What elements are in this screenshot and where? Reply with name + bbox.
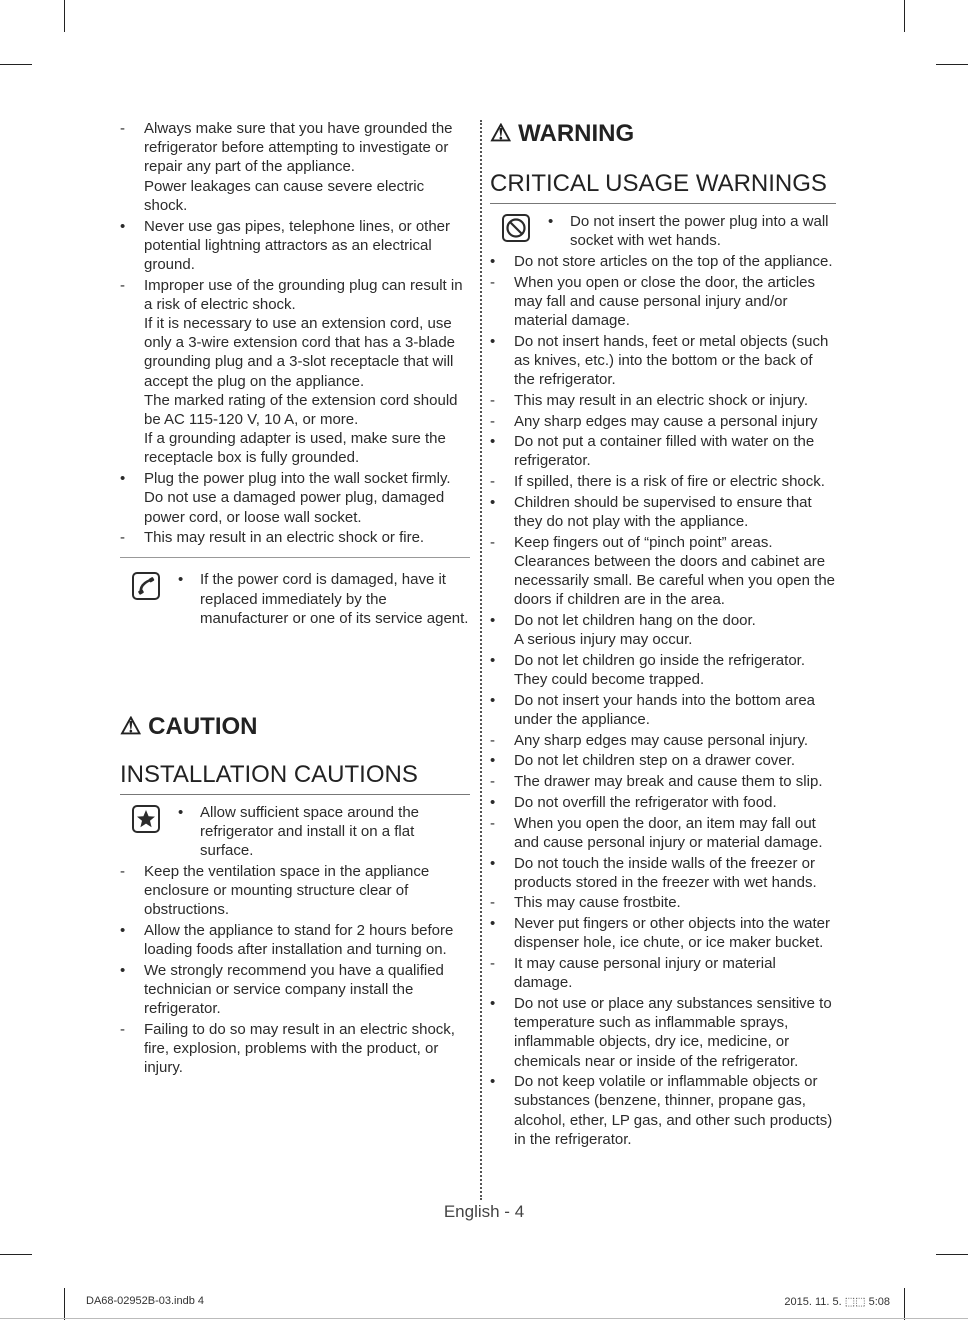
list-item-text: Do not store articles on the top of the appliance. xyxy=(514,252,833,270)
list-item-text: Do not keep volatile or inflammable objects or substances (benzene, thinner, propane gas, alcohol, ether, LP gas, and other such products) in the refrigerator. xyxy=(514,1073,833,1148)
list-item xyxy=(490,533,836,610)
dash-marker: - xyxy=(490,894,495,912)
list-item-text: Always make sure that you have grounded the refrigerator before attempting to investigate or repair any part of the appliance. Power leakages can cause severe electric shock. xyxy=(144,120,453,214)
list-item xyxy=(490,954,836,992)
dash-marker: - xyxy=(490,533,495,551)
dash-marker: - xyxy=(120,529,125,547)
print-timestamp: 2015. 11. 5. ⬚⬚ 5:08 xyxy=(784,1296,890,1308)
bullet-marker: • xyxy=(490,691,496,709)
bullet-marker: • xyxy=(490,493,496,511)
list-item xyxy=(120,862,470,920)
column-divider xyxy=(480,120,482,1200)
bullet-marker: • xyxy=(120,961,126,979)
list-item xyxy=(490,772,836,791)
page-number: English - 4 xyxy=(443,1202,525,1221)
dash-marker: - xyxy=(120,120,125,137)
list-item-text: Do not put a container filled with water on the refrigerator. xyxy=(514,433,815,470)
crop-mark xyxy=(936,1254,968,1255)
list-item-text: Keep the ventilation space in the appliance enclosure or mounting structure clear of obstructions. xyxy=(144,862,430,919)
list-item-text: Plug the power plug into the wall socket firmly. Do not use a damaged power plug, damaged power cord, or loose wall socket. xyxy=(144,470,451,526)
section-rule xyxy=(490,203,836,204)
installation-section-title: INSTALLATION CAUTIONS xyxy=(120,760,418,788)
list-item xyxy=(490,854,836,892)
list-item-text: Do not touch the inside walls of the freezer or products stored in the freezer with wet hands. xyxy=(514,854,817,891)
list-item xyxy=(490,994,836,1071)
bullet-marker: • xyxy=(490,332,496,350)
list-item-text: Do not insert hands, feet or metal objects (such as knives, etc.) into the bottom or the back of the refrigerator. xyxy=(514,332,829,389)
list-item xyxy=(490,493,836,531)
list-item xyxy=(490,412,836,431)
bullet-marker: • xyxy=(178,571,184,589)
warning-heading: ⚠ WARNING xyxy=(490,120,635,147)
critical-section-title: CRITICAL USAGE WARNINGS xyxy=(490,170,827,197)
list-item xyxy=(490,472,836,491)
usage-warning-list xyxy=(490,252,836,1149)
power-plug-note xyxy=(490,212,836,250)
call-service-icon xyxy=(132,572,160,600)
list-item-text: It may cause personal injury or material damage. xyxy=(514,955,776,992)
bullet-marker: • xyxy=(490,752,496,770)
list-item xyxy=(120,469,470,527)
dash-marker: - xyxy=(120,276,125,294)
crop-mark xyxy=(64,1288,65,1320)
grounding-list xyxy=(120,119,470,547)
bullet-marker: • xyxy=(120,217,126,235)
list-item-text: Never put fingers or other objects into the water dispenser hole, ice chute, or ice maker bucket. xyxy=(514,915,830,952)
crop-mark xyxy=(904,0,905,32)
bullet-marker: • xyxy=(490,1073,496,1091)
list-item-text: Any sharp edges may cause personal injury. xyxy=(514,731,809,749)
list-item xyxy=(490,691,836,729)
list-item xyxy=(490,893,836,912)
prohibited-icon xyxy=(502,214,530,242)
list-item-text: This may result in an electric shock or fire. xyxy=(144,529,425,547)
dash-marker: - xyxy=(490,814,495,832)
print-file-name: DA68-02952B-03.indb 4 xyxy=(86,1295,205,1307)
list-item xyxy=(120,217,470,275)
crop-mark xyxy=(0,64,32,65)
list-item-text: The drawer may break and cause them to slip. xyxy=(514,773,823,791)
dash-marker: - xyxy=(490,391,495,409)
list-item-text: Keep fingers out of “pinch point” areas. Clearances between the doors and cabinet are necessarily small. Be careful when you open the doors if children are in the area. xyxy=(514,533,836,609)
section-rule xyxy=(120,794,470,795)
dash-marker: - xyxy=(490,955,495,973)
list-item xyxy=(490,814,836,852)
list-item-text: Do not overfill the refrigerator with food. xyxy=(514,793,777,811)
cord-note xyxy=(120,570,470,628)
list-item-text: This may result in an electric shock or injury. xyxy=(514,391,808,409)
section-rule xyxy=(120,557,470,558)
list-item xyxy=(120,1020,470,1078)
crop-mark xyxy=(936,64,968,65)
bullet-marker: • xyxy=(120,921,126,939)
list-item-text: Do not insert your hands into the bottom area under the appliance. xyxy=(514,691,816,729)
list-item-text: Children should be supervised to ensure that they do not play with the appliance. xyxy=(514,493,812,531)
list-item xyxy=(120,119,470,215)
list-item-text: We strongly recommend you have a qualified technician or service company install the refrigerator. xyxy=(144,961,444,1018)
list-item xyxy=(490,391,836,410)
caution-heading: ⚠ CAUTION xyxy=(120,712,258,740)
list-item xyxy=(490,273,836,331)
power-plug-note-text: Do not insert the power plug into a wall socket with wet hands. xyxy=(570,213,829,250)
list-item-text: Do not let children step on a drawer cover. xyxy=(514,752,795,770)
right-column xyxy=(490,119,836,1151)
bullet-marker: • xyxy=(490,433,496,451)
list-item xyxy=(490,751,836,770)
dash-marker: - xyxy=(490,412,495,430)
list-item-text: Do not use or place any substances sensitive to temperature such as inflammable sprays, inflammable objects, dry ice, medicine, or chemicals near or inside of the refrigerator. xyxy=(514,994,832,1070)
list-item xyxy=(490,432,836,470)
bullet-marker: • xyxy=(490,915,496,933)
cord-note-text: If the power cord is damaged, have it replaced immediately by the manufacturer or one of its service agent. xyxy=(200,571,469,627)
dash-marker: - xyxy=(490,273,495,291)
list-item-text: Allow the appliance to stand for 2 hours before loading foods after installation and turning on. xyxy=(144,921,454,958)
bullet-marker: • xyxy=(490,994,496,1012)
dash-marker: - xyxy=(120,1020,125,1038)
crop-mark xyxy=(0,1318,968,1319)
bullet-marker: • xyxy=(178,803,184,821)
list-item-text: Failing to do so may result in an electric shock, fire, explosion, problems with the product, or injury. xyxy=(144,1020,455,1077)
list-item-text: Any sharp edges may cause a personal injury xyxy=(514,412,818,430)
dash-marker: - xyxy=(490,473,495,491)
list-item-text: Do not let children go inside the refrigerator. They could become trapped. xyxy=(514,651,805,689)
bullet-marker: • xyxy=(120,470,126,488)
bullet-marker: • xyxy=(548,213,554,230)
list-item xyxy=(490,611,836,649)
list-item xyxy=(120,921,470,959)
crop-mark xyxy=(64,0,65,32)
list-item xyxy=(490,651,836,689)
left-column xyxy=(120,119,470,1079)
list-item-text: When you open the door, an item may fall out and cause personal injury or material damage. xyxy=(514,814,823,851)
bullet-marker: • xyxy=(490,252,496,270)
list-item xyxy=(490,914,836,952)
bullet-marker: • xyxy=(490,612,496,630)
list-item-text: Do not let children hang on the door. A serious injury may occur. xyxy=(514,612,756,649)
bullet-marker: • xyxy=(490,793,496,811)
list-item xyxy=(490,731,836,750)
list-item xyxy=(490,252,836,271)
crop-mark xyxy=(0,1254,32,1255)
list-item-text: If spilled, there is a risk of fire or electric shock. xyxy=(514,473,825,491)
star-important-icon xyxy=(132,805,160,833)
dash-marker: - xyxy=(120,862,125,880)
dash-marker: - xyxy=(490,773,495,791)
list-item xyxy=(490,332,836,390)
bullet-marker: • xyxy=(490,854,496,872)
list-item xyxy=(490,1072,836,1149)
install-note xyxy=(120,803,470,861)
crop-mark xyxy=(904,1288,905,1320)
list-item xyxy=(120,961,470,1019)
list-item-text: Never use gas pipes, telephone lines, or other potential lightning attractors as an electrical ground. xyxy=(144,217,451,273)
list-item xyxy=(120,276,470,468)
installation-list xyxy=(120,862,470,1078)
list-item xyxy=(490,793,836,812)
list-item-text: Improper use of the grounding plug can result in a risk of electric shock. If it is necessary to use an extension cord, use only a 3-wire extension cord that has a 3-blade grounding plug and a 3-slot receptacle that will accept the plug on the appliance. The marked rating of the extension cord should be AC 115-120 V, 10 A, or more. If a grounding adapter is used, make sure the receptacle box is fully grounded. xyxy=(144,276,463,467)
list-item-text: This may cause frostbite. xyxy=(514,894,681,912)
install-note-text: Allow sufficient space around the refrigerator and install it on a flat surface. xyxy=(200,803,420,859)
dash-marker: - xyxy=(490,731,495,749)
bullet-marker: • xyxy=(490,651,496,669)
list-item xyxy=(120,528,470,547)
list-item-text: When you open or close the door, the articles may fall and cause personal injury and/or material damage. xyxy=(514,273,816,330)
